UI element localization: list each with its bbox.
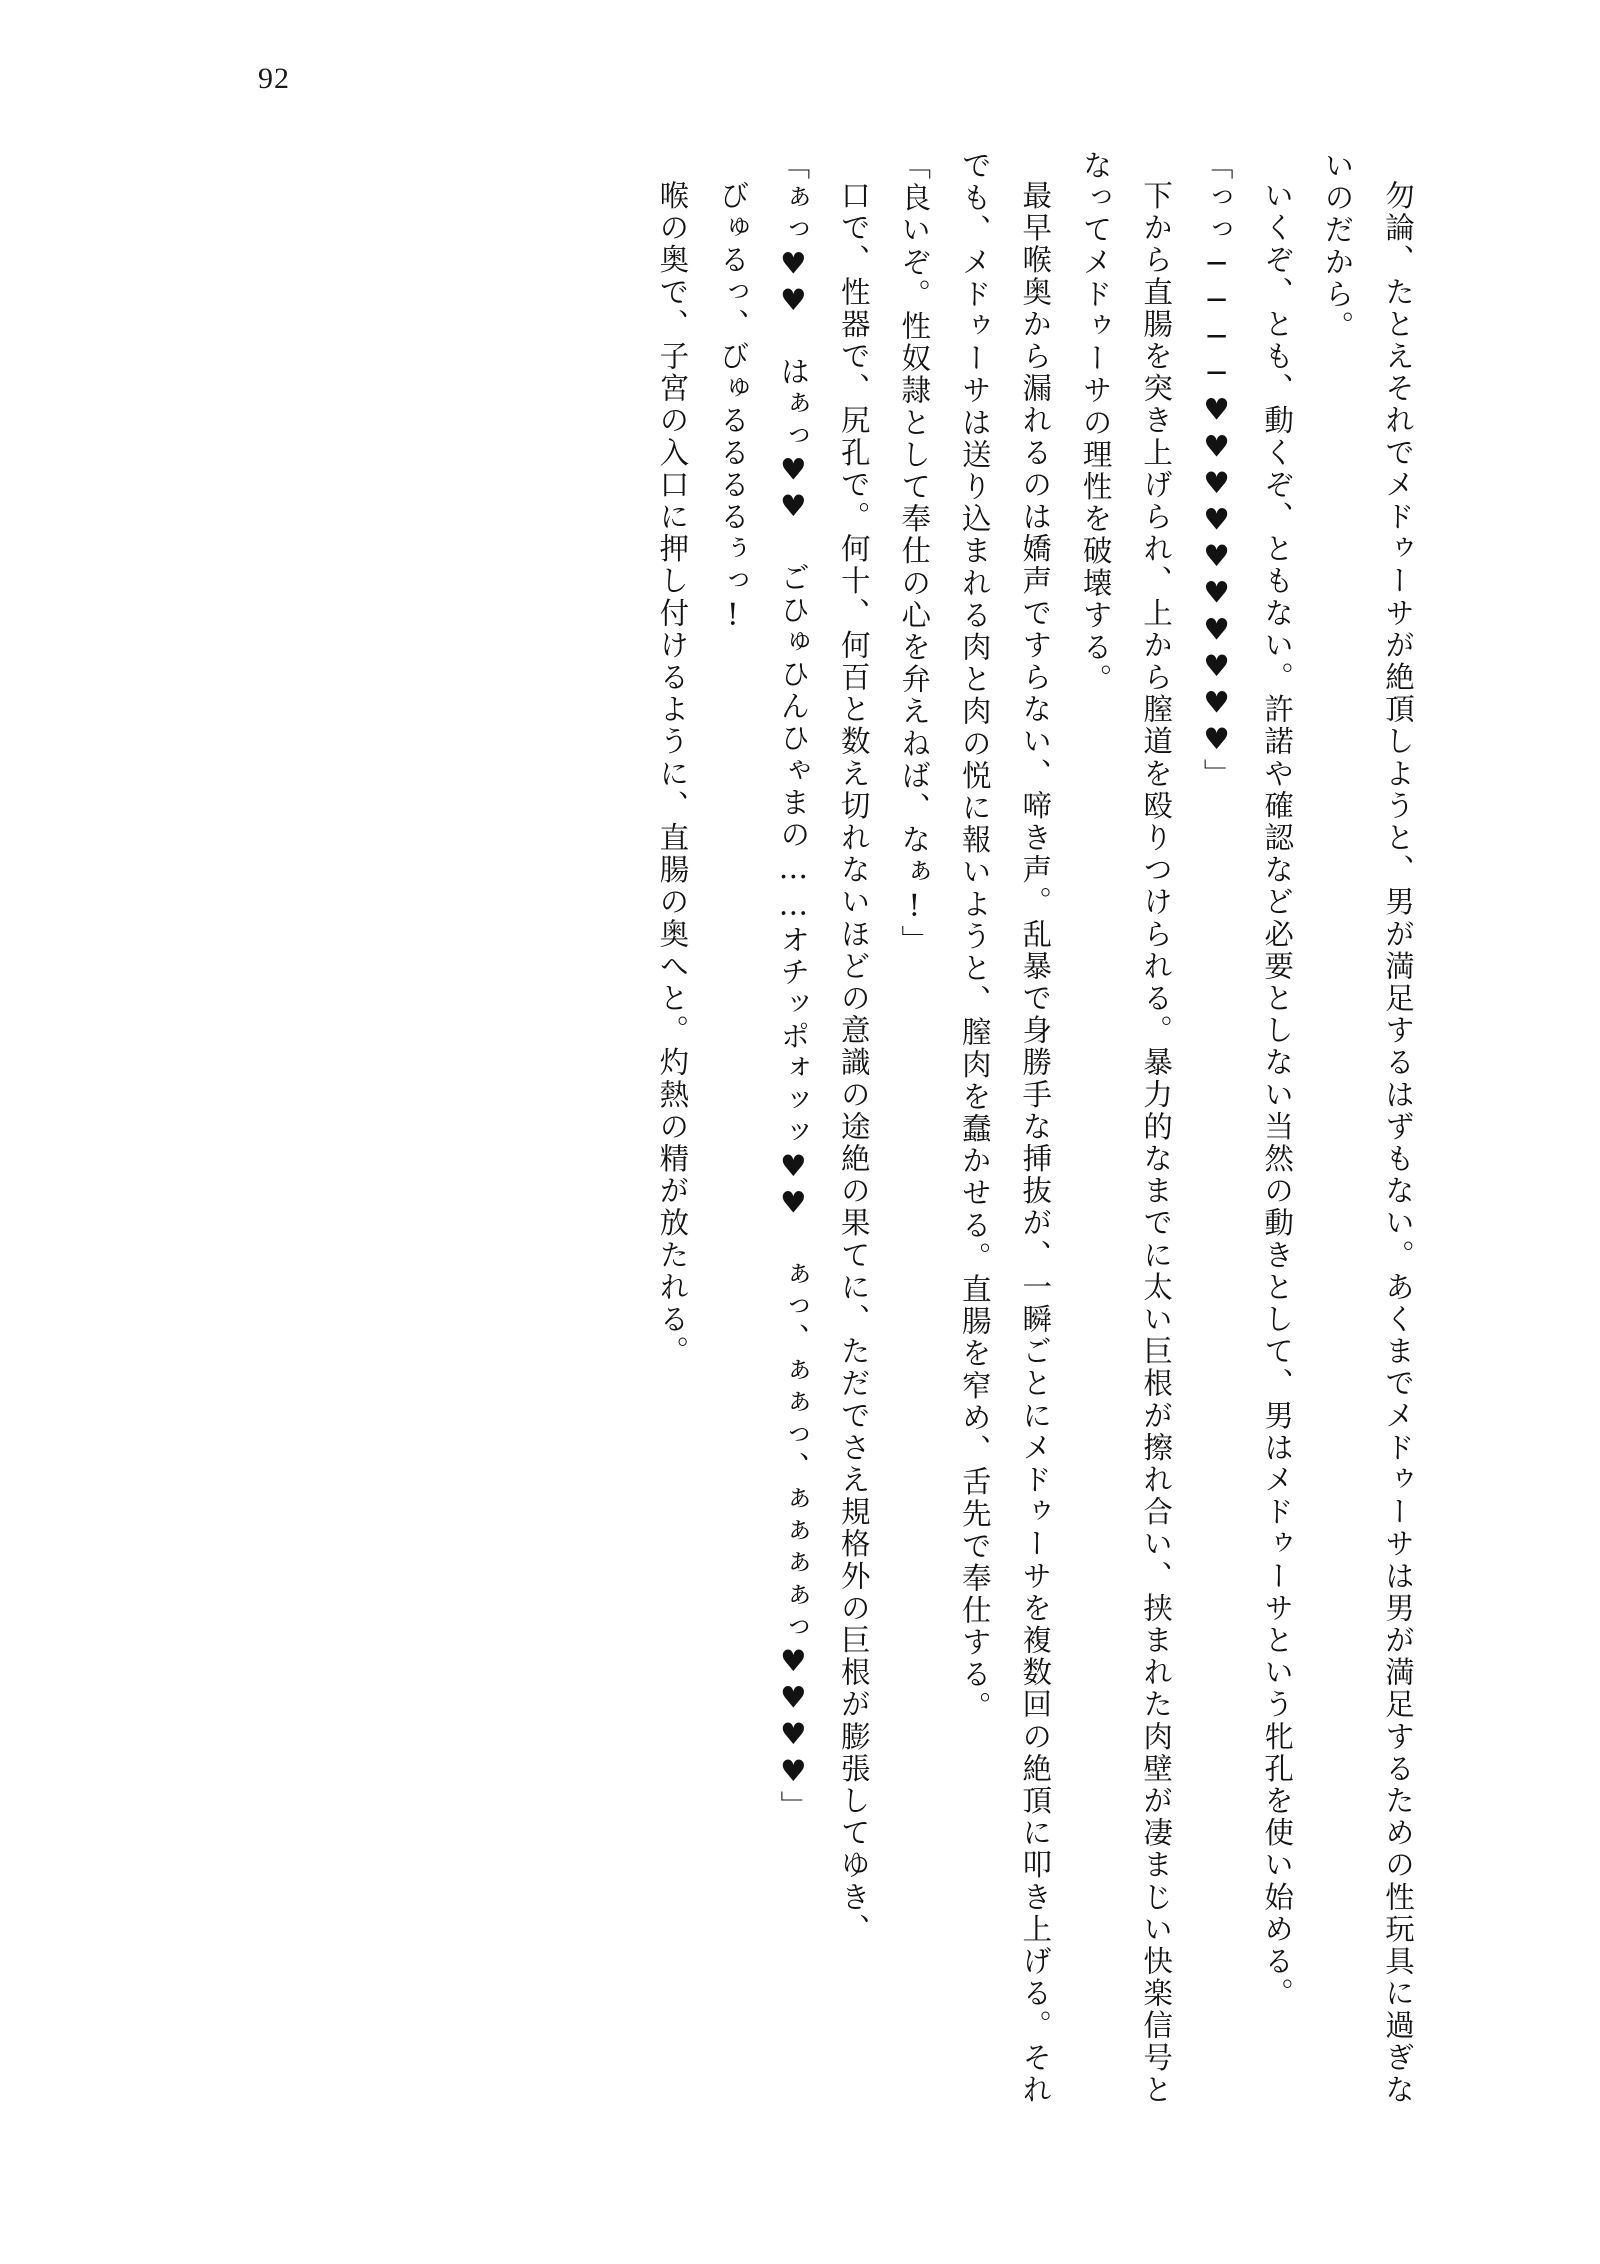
paragraph: 「ぁっ♥♥ はぁっ♥♥ ごひゅひんひゃまの……オチッポォッッ♥♥ ぁっ、ぁぁっ、ぁぁぁぁっ♥♥♥♥」 xyxy=(776,150,811,1823)
paragraph: 勿論、たとえそれでメドゥーサが絶頂しようと、男が満足するはずもない。あくまでメドゥーサは男が満足するための性玩具に過ぎないのだから。 xyxy=(1320,150,1415,2106)
paragraph: いくぞ、とも、動くぞ、ともない。許諾や確認など必要としない当然の動きとして、男はメドゥーサという牝孔を使い始める。 xyxy=(1260,179,1295,2010)
paragraph: 最早喉奥から漏れるのは嬌声ですらない、啼き声。乱暴で身勝手な挿抜が、一瞬ごとにメドゥーサを複数回の絶頂に叩き上げる。それでも、メドゥーサは送り込まれる肉と肉の悦に報いようと、膣肉を蠢かせる。直腸を窄め、舌先で奉仕する。 xyxy=(957,150,1053,2106)
page-number: 92 xyxy=(258,62,290,95)
paragraph-with-ruby: 「良いぞ。性奴隷として奉仕の心を弁えねば、なぁ!」 xyxy=(897,150,932,957)
paragraph: 口で、性器で、尻孔で。何十、何百と数え切れないほどの意識の途絶の果てに、ただでさえ規格外の巨根が膨張してゆき、 xyxy=(836,179,871,1945)
paragraph: 喉の奥で、子宮の入口に押し付けるように、直腸の奥へと。灼熱の精が放たれる。 xyxy=(655,179,690,1368)
paragraph: びゅるっ、びゅるるるるぅっ! xyxy=(715,179,750,634)
paragraph: 下から直腸を突き上げられ、上から膣道を殴りつけられる。暴力的なまでに太い巨根が擦れ合い、挟まれた肉壁が凄まじい快楽信号となってメドゥーサの理性を破壊する。 xyxy=(1078,150,1174,2106)
paragraph: 「っっ────♥♥♥♥♥♥♥♥♥♥」 xyxy=(1199,150,1234,791)
page-body-text xyxy=(318,150,1428,2110)
